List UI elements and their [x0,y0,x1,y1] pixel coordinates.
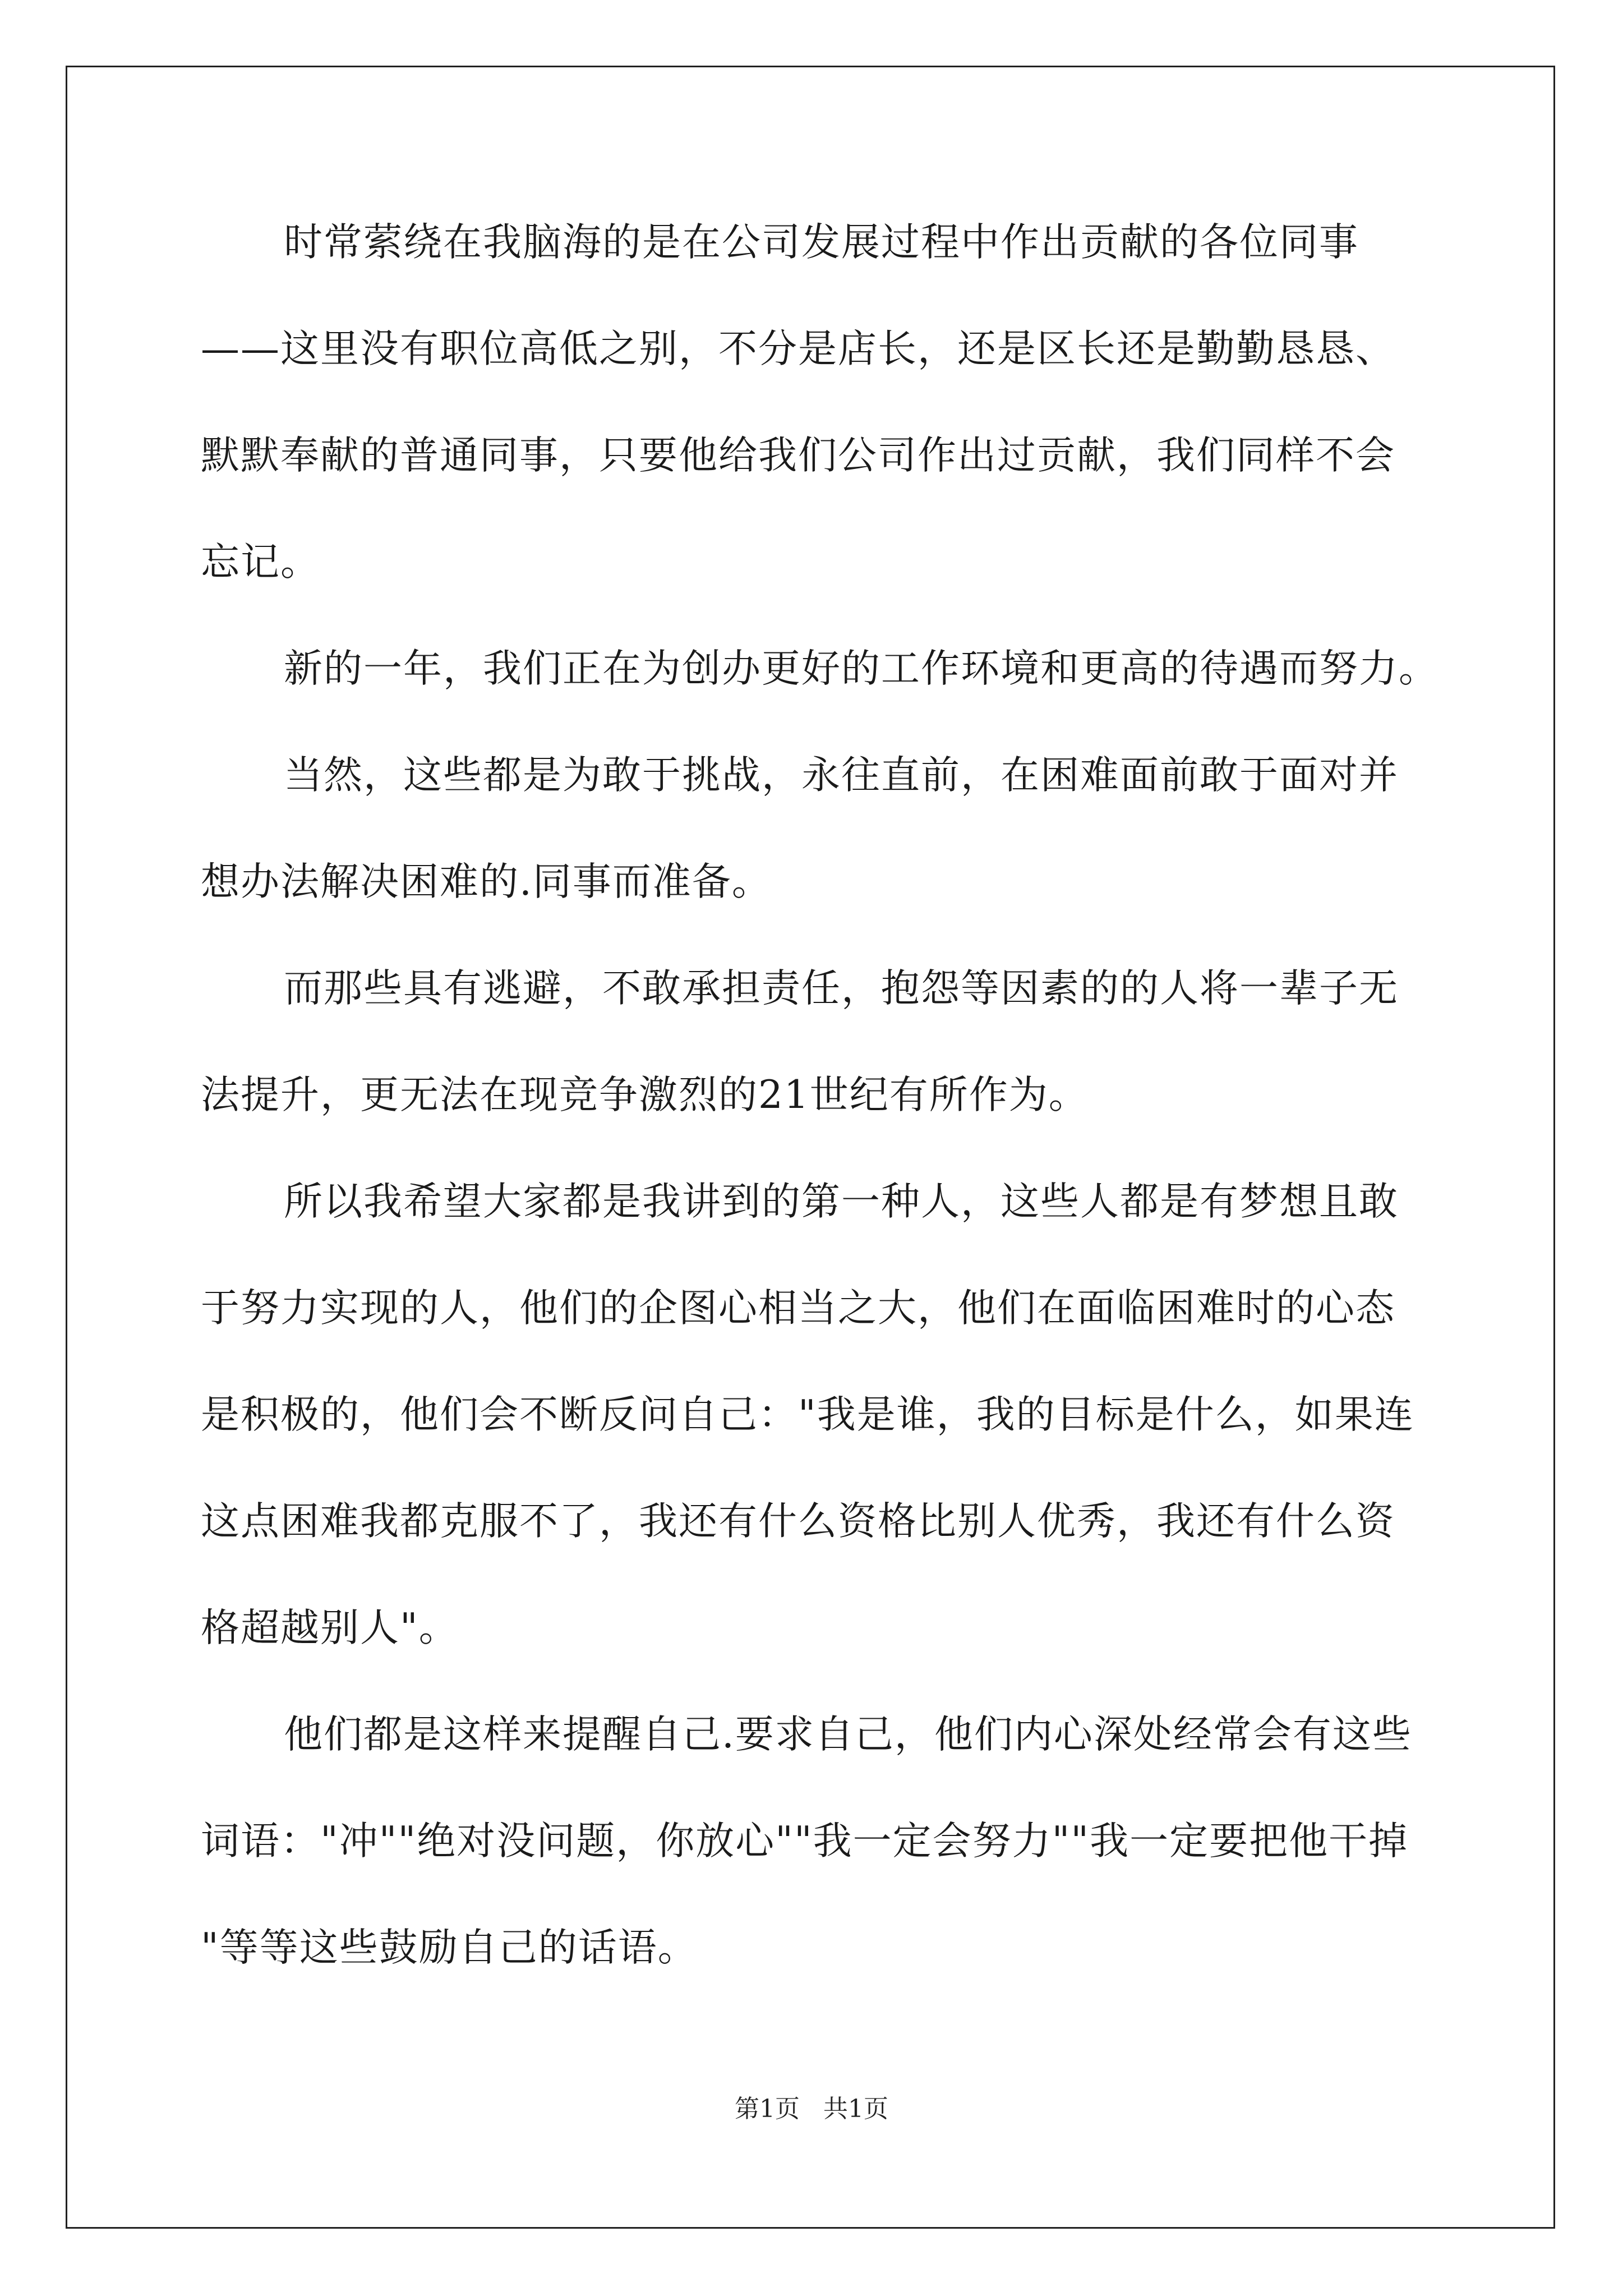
paragraph-5-line-2: 于努力实现的人，他们的企图心相当之大，他们在面临困难时的心态 [201,1286,1395,1331]
paragraph-3-line-2: 想办法解决困难的.同事而准备。 [201,859,772,904]
paragraph-1-line-3: 默默奉献的普通同事，只要他给我们公司作出过贡献，我们同样不会 [201,433,1395,478]
paragraph-4-line-2: 法提升，更无法在现竞争激烈的21世纪有所作为。 [201,1073,1089,1117]
paragraph-3-line-1: 当然，这些都是为敢于挑战，永往直前，在困难面前敢于面对并 [284,753,1399,798]
paragraph-6-line-1: 他们都是这样来提醒自己.要求自己，他们内心深处经常会有这些 [284,1712,1412,1757]
paragraph-5-line-1: 所以我希望大家都是我讲到的第一种人，这些人都是有梦想且敢 [284,1179,1399,1224]
paragraph-6-line-3: "等等这些鼓励自己的话语。 [201,1925,698,1970]
page-footer: 第1页 共1页 [735,2095,888,2123]
paragraph-1-line-4: 忘记。 [201,540,320,585]
paragraph-4-line-1: 而那些具有逃避，不敢承担责任，抱怨等因素的的人将一辈子无 [284,966,1399,1011]
paragraph-5-line-3: 是积极的，他们会不断反问自己："我是谁，我的目标是什么，如果连 [201,1392,1414,1437]
paragraph-1-line-1: 时常萦绕在我脑海的是在公司发展过程中作出贡献的各位同事 [284,220,1359,265]
paragraph-5-line-4: 这点困难我都克服不了，我还有什么资格比别人优秀，我还有什么资 [201,1499,1395,1544]
paragraph-6-line-2: 词语："冲""绝对没问题，你放心""我一定会努力""我一定要把他干掉 [201,1819,1409,1864]
paragraph-1-line-2: ——这里没有职位高低之别，不分是店长，还是区长还是勤勤恳恳、 [201,326,1395,371]
page-border [66,66,1555,2229]
paragraph-5-line-5: 格超越别人"。 [201,1605,459,1650]
paragraph-2-line-1: 新的一年，我们正在为创办更好的工作环境和更高的待遇而努力。 [284,646,1438,691]
